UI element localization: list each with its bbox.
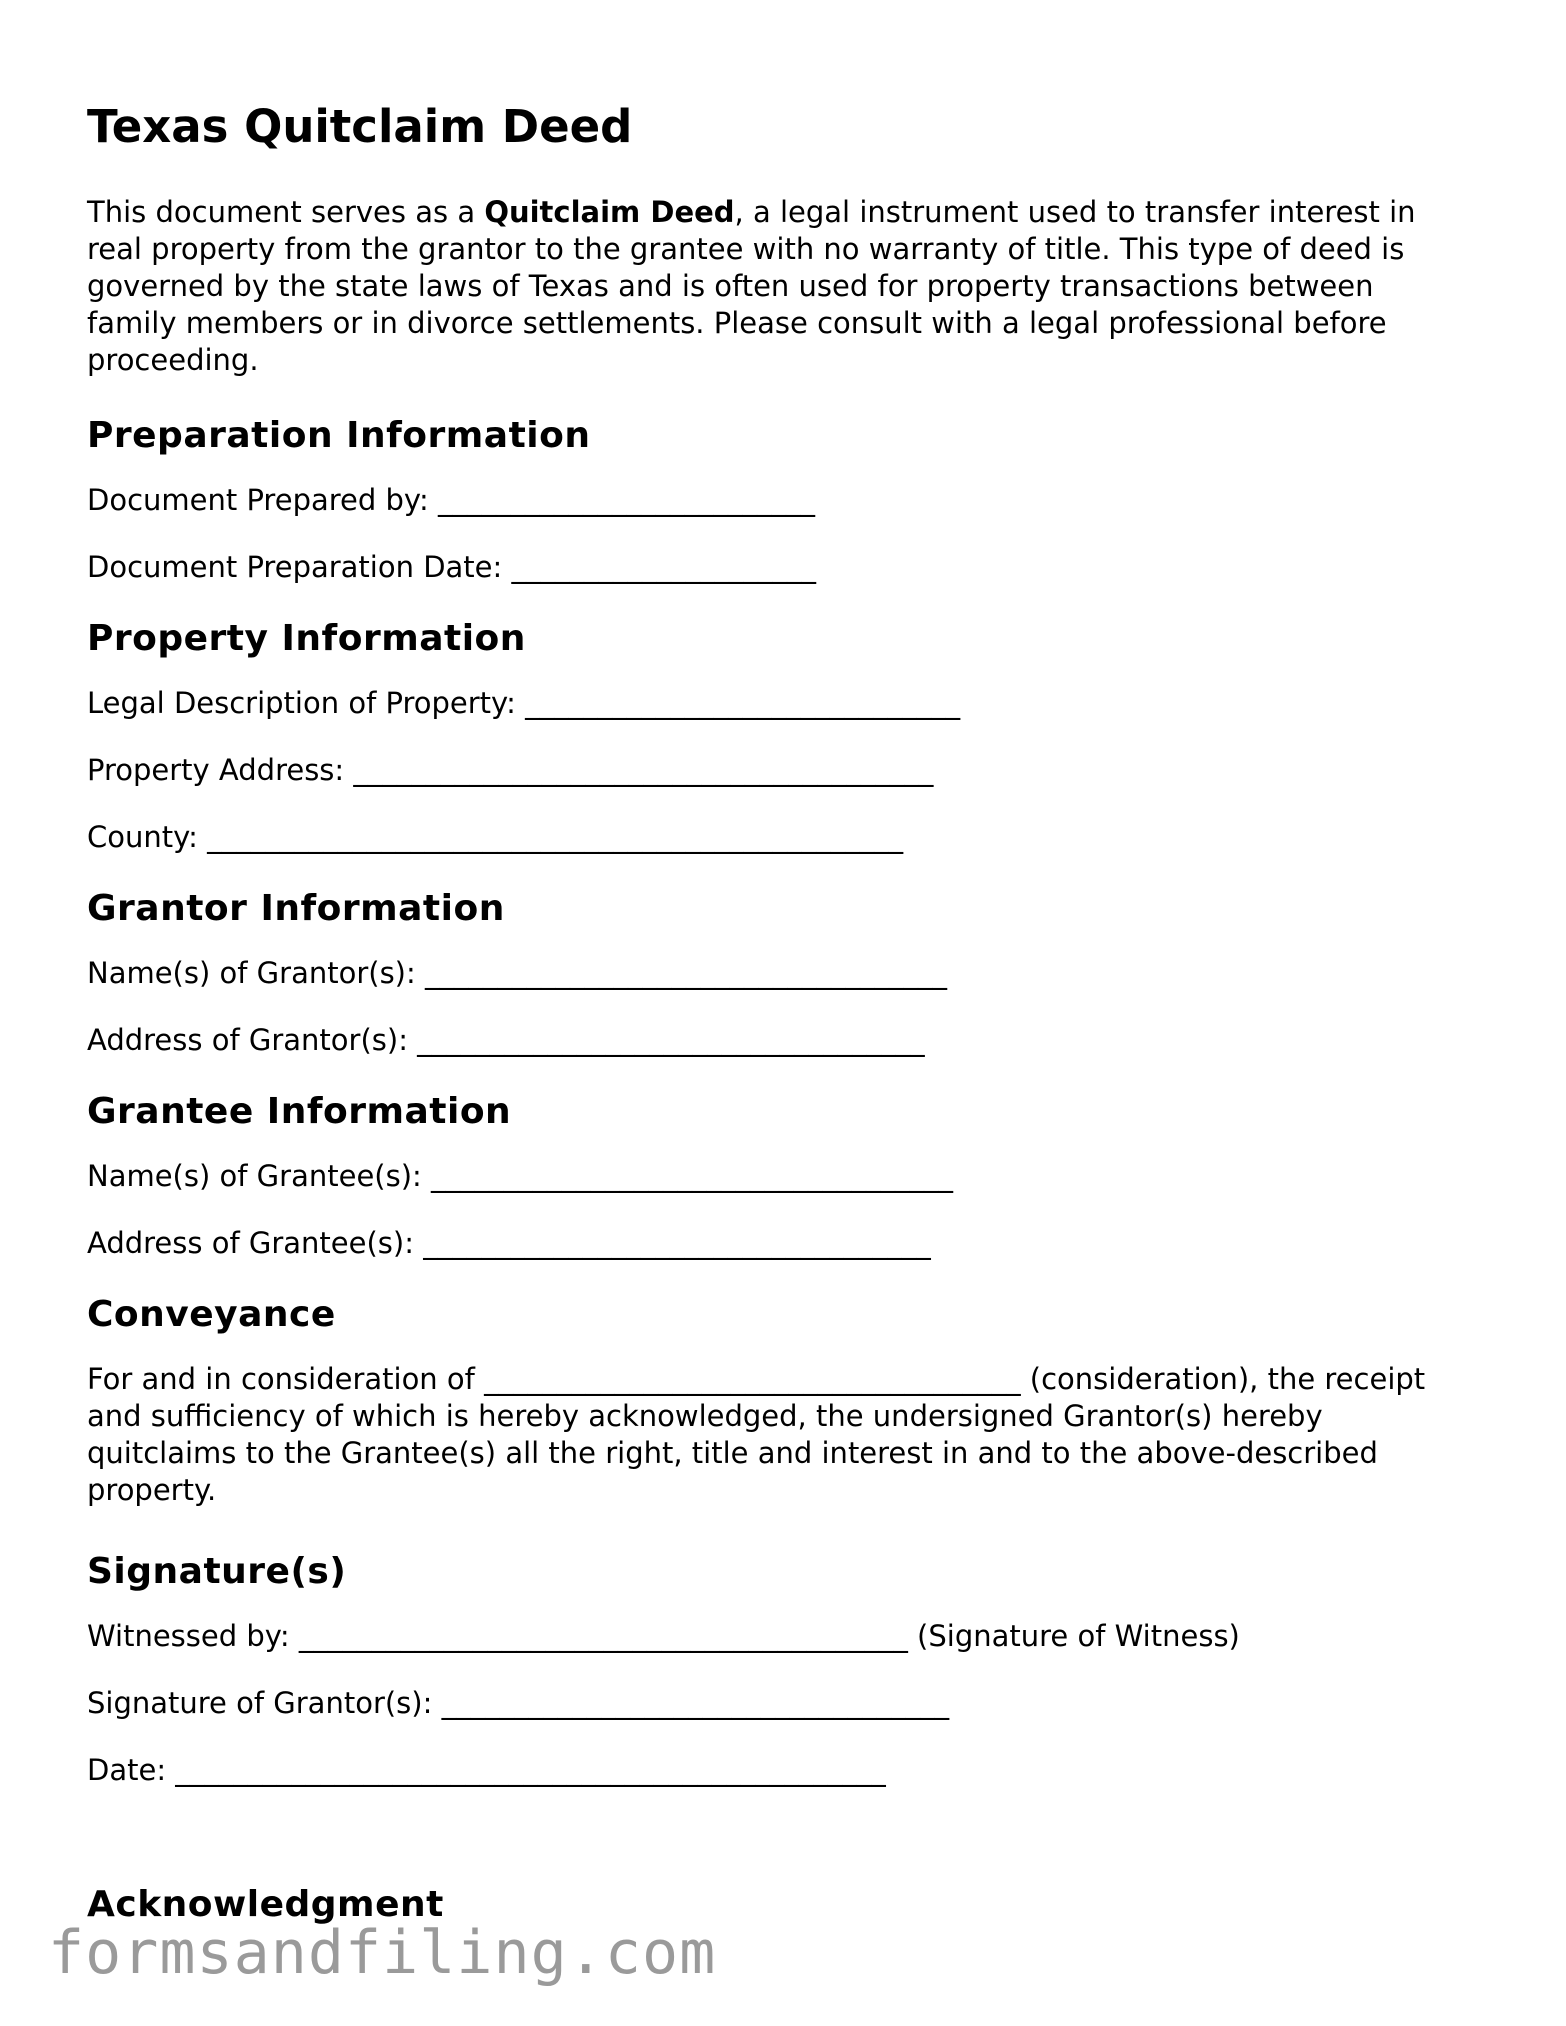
grantor-section [87, 886, 1487, 1059]
page-title: Texas Quitclaim Deed [87, 100, 633, 153]
witness-field[interactable]: Witnessed by: __________________________________________ (Signature of Witness) [87, 1619, 1240, 1653]
grantee-section [87, 1089, 1487, 1262]
preparation-section [87, 413, 1487, 586]
grantee-heading: Grantee Information [87, 1091, 512, 1132]
prepared-by-field[interactable]: Document Prepared by: __________________________ [87, 483, 815, 517]
legal-description-field[interactable]: Legal Description of Property: ______________________________ [87, 686, 961, 720]
signatures-section [87, 1549, 1487, 1789]
acknowledgment-heading: Acknowledgment [87, 1884, 444, 1925]
conveyance-section [87, 1292, 1487, 1509]
intro-text-start: This document serves as a [87, 195, 485, 229]
grantor-address-field[interactable]: Address of Grantor(s): ___________________________________ [87, 1023, 925, 1057]
property-heading: Property Information [87, 618, 526, 659]
watermark: formsandfiling.com [48, 1918, 717, 1988]
conveyance-heading: Conveyance [87, 1294, 336, 1335]
property-address-field[interactable]: Property Address: ________________________________________ [87, 753, 934, 787]
intro-bold-term: Quitclaim Deed [484, 195, 735, 229]
intro-paragraph [87, 194, 1467, 379]
county-field[interactable]: County: ________________________________________________ [87, 820, 904, 854]
property-section [87, 616, 1487, 856]
date-field[interactable]: Date: _________________________________________________ [87, 1753, 886, 1787]
preparation-heading: Preparation Information [87, 415, 591, 456]
grantor-signature-field[interactable]: Signature of Grantor(s): ___________________________________ [87, 1686, 950, 1720]
grantee-names-field[interactable]: Name(s) of Grantee(s): ____________________________________ [87, 1159, 954, 1193]
intro-text-end: , a legal instrument used to transfer interest in real property from the grantor to the grantee with no warranty of title. This type of deed is governed by the state laws of Texas and is often used for property transactions between family members or in divorce settlements. Please consult with a legal professional before proceeding. [87, 195, 1416, 377]
conveyance-text[interactable]: For and in consideration of _____________________________________ (consideration), the receipt and sufficiency of which is hereby acknowledged, the undersigned Grantor(s) hereby quitclaims to the Grantee(s) all the right, title and interest in and to the above-described property. [87, 1362, 1426, 1507]
signatures-heading: Signature(s) [87, 1551, 347, 1592]
document-page [87, 100, 1487, 1819]
prep-date-field[interactable]: Document Preparation Date: _____________________ [87, 550, 817, 584]
grantee-address-field[interactable]: Address of Grantee(s): ___________________________________ [87, 1226, 931, 1260]
grantor-names-field[interactable]: Name(s) of Grantor(s): ____________________________________ [87, 956, 947, 990]
grantor-heading: Grantor Information [87, 888, 505, 929]
